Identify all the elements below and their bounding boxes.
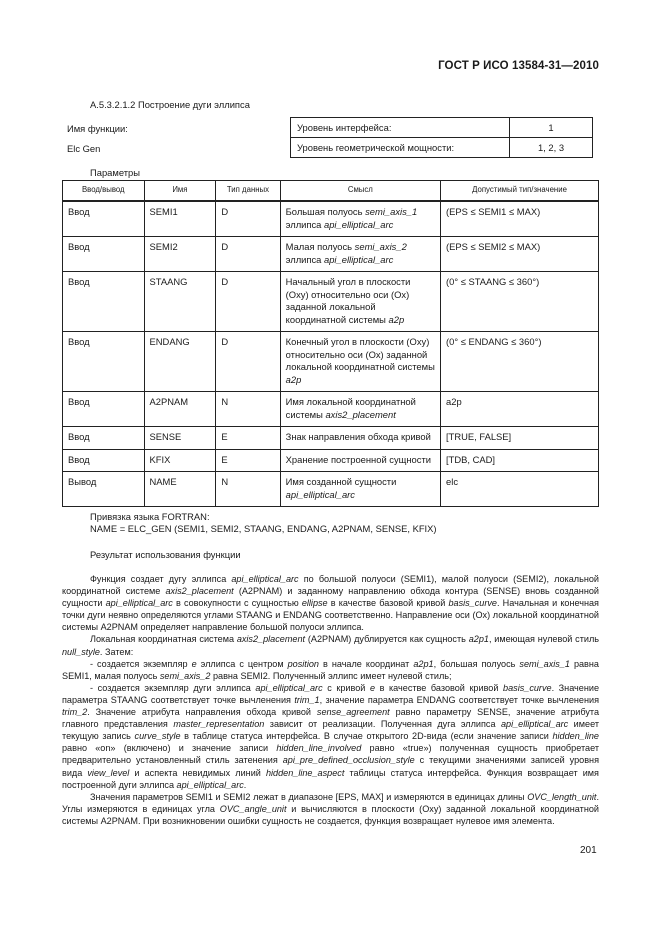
param-allowed: a2p — [441, 392, 599, 427]
function-name-label: Имя функции: — [67, 123, 128, 134]
column-header: Имя — [144, 181, 216, 202]
table-row — [63, 272, 599, 332]
param-type: D — [216, 237, 280, 272]
param-type: D — [216, 201, 280, 237]
parameters-table-body — [63, 201, 599, 507]
param-name: KFIX — [144, 449, 216, 472]
paragraph: Локальная координатная система axis2_placement (A2PNAM) дублируется как сущность a2p1, имеющая нулевой стиль null_style. Затем: — [62, 634, 599, 657]
param-type: E — [216, 427, 280, 450]
param-allowed: (0° ≤ STAANG ≤ 360°) — [441, 272, 599, 332]
param-allowed: (EPS ≤ SEMI2 ≤ MAX) — [441, 237, 599, 272]
table-row — [291, 138, 593, 158]
param-meaning: Малая полуось semi_axis_2 эллипса api_elliptical_arc — [280, 237, 440, 272]
column-header: Допустимый тип/значение — [441, 181, 599, 202]
param-name: NAME — [144, 472, 216, 507]
param-name: ENDANG — [144, 332, 216, 392]
param-io: Ввод — [63, 272, 145, 332]
paragraph: - создается экземпляр e эллипса с центром position в начале координат a2p1, большая полуось semi_axis_1 равна SEMI1, малая полуось semi_axis_2 равна SEMI2. Полученный эллипс имеет нулевой стиль; — [62, 658, 599, 681]
interface-level-label: Уровень интерфейса: — [291, 118, 510, 138]
param-meaning: Имя локальной координатной системы axis2_placement — [280, 392, 440, 427]
param-meaning: Хранение построенной сущности — [280, 449, 440, 472]
param-io: Ввод — [63, 201, 145, 237]
column-header: Тип данных — [216, 181, 280, 202]
column-header: Смысл — [280, 181, 440, 202]
param-meaning: Конечный угол в плоскости (Oxy) относительно оси (Ox) заданной локальной координатной системы a2p — [280, 332, 440, 392]
param-io: Вывод — [63, 472, 145, 507]
param-name: SENSE — [144, 427, 216, 450]
param-io: Ввод — [63, 237, 145, 272]
parameters-table — [62, 180, 599, 507]
param-type: E — [216, 449, 280, 472]
standard-header: ГОСТ Р ИСО 13584-31—2010 — [438, 60, 599, 72]
paragraph: Функция создает дугу эллипса api_elliptical_arc по большой полуоси (SEMI1), малой полуоси (SEMI2), локальной координатной системе axis2_placement (A2PNAM) и заданному направлению обхода контура (SENSE) вновь созданной сущности api_elliptical_arc в совокупности с сущностью ellipse в качестве базовой кривой basis_curve. Начальная и конечная точки дуги неявно определяются углами STAANG и ENDANG соответственно. Направление оси (Ox) локальной координатной системы A2PNAM определяет направление большой полуоси эллипса. — [62, 574, 599, 633]
table-row — [63, 332, 599, 392]
function-levels-table — [290, 117, 593, 158]
param-name: A2PNAM — [144, 392, 216, 427]
param-meaning: Имя созданной сущности api_elliptical_arc — [280, 472, 440, 507]
param-name: STAANG — [144, 272, 216, 332]
table-row — [63, 201, 599, 237]
function-name: Elc Gen — [67, 143, 101, 154]
paragraph: - создается экземпляр дуги эллипса api_elliptical_arc с кривой e в качестве базовой кривой basis_curve. Значение параметра STAANG соответствует точке вычленения trim_1, значение параметра ENDANG соответствует точке вычленения trim_2. Значение атрибута направления обхода кривой sense_agreement равно параметру SENSE, значение атрибута главного представления master_representation зависит от реализации. Полученная дуга эллипса api_elliptical_arc имеет текущую запись curve_style в таблице статуса интерфейса. В случае открытого 2D-вида (если значение записи hidden_line равно «on» (включено) и значение записи hidden_line_involved равно «true») полученная сущность приобретает предварительно установленный стиль затенения api_pre_defined_occlusion_style с текущими значениями записей уровня вида view_level и аспекта невидимых линий hidden_line_aspect таблицы статуса интерфейса. Функция возвращает имя построенной дуги эллипса api_elliptical_arc. — [62, 682, 600, 790]
result-title: Результат использования функции — [90, 549, 241, 560]
table-row — [291, 118, 593, 138]
column-header: Ввод/вывод — [63, 181, 145, 202]
param-type: N — [216, 392, 280, 427]
param-type: D — [216, 272, 280, 332]
fortran-code: NAME = ELC_GEN (SEMI1, SEMI2, STAANG, ENDANG, A2PNAM, SENSE, KFIX) — [90, 523, 437, 534]
fortran-label: Привязка языка FORTRAN: — [90, 511, 210, 522]
param-allowed: [TRUE, FALSE] — [441, 427, 599, 450]
param-type: N — [216, 472, 280, 507]
param-io: Ввод — [63, 332, 145, 392]
table-row — [63, 472, 599, 507]
table-row — [63, 392, 599, 427]
param-type: D — [216, 332, 280, 392]
parameters-label: Параметры — [90, 167, 140, 178]
geometric-power-label: Уровень геометрической мощности: — [291, 138, 510, 158]
param-allowed: [TDB, CAD] — [441, 449, 599, 472]
param-allowed: (EPS ≤ SEMI1 ≤ MAX) — [441, 201, 599, 237]
param-meaning: Начальный угол в плоскости (Oxy) относительно оси (Ox) заданной локальной координатной системы a2p — [280, 272, 440, 332]
param-meaning: Большая полуось semi_axis_1 эллипса api_elliptical_arc — [280, 201, 440, 237]
table-row — [63, 427, 599, 450]
geometric-power-value: 1, 2, 3 — [510, 138, 593, 158]
body-text — [62, 573, 599, 827]
param-name: SEMI2 — [144, 237, 216, 272]
param-meaning: Знак направления обхода кривой — [280, 427, 440, 450]
param-io: Ввод — [63, 449, 145, 472]
page-number: 201 — [580, 845, 597, 856]
param-io: Ввод — [63, 392, 145, 427]
fortran-binding — [90, 511, 437, 535]
param-allowed: (0° ≤ ENDANG ≤ 360°) — [441, 332, 599, 392]
param-io: Ввод — [63, 427, 145, 450]
param-name: SEMI1 — [144, 201, 216, 237]
param-allowed: elc — [441, 472, 599, 507]
interface-level-value: 1 — [510, 118, 593, 138]
table-row — [63, 237, 599, 272]
table-row — [63, 449, 599, 472]
paragraph: Значения параметров SEMI1 и SEMI2 лежат в диапазоне [EPS, MAX] и измеряются в единицах длины OVC_length_unit. Углы измеряются в единицах угла OVC_angle_unit и вычисляются в плоскости (Oxy) заданной локальной координатной системы A2PNAM. При возникновении ошибки сущность не создается, функция возвращает нулевое имя элемента. — [62, 791, 599, 826]
subsection-title: A.5.3.2.1.2 Построение дуги эллипса — [90, 99, 250, 110]
table-header-row — [63, 181, 599, 202]
